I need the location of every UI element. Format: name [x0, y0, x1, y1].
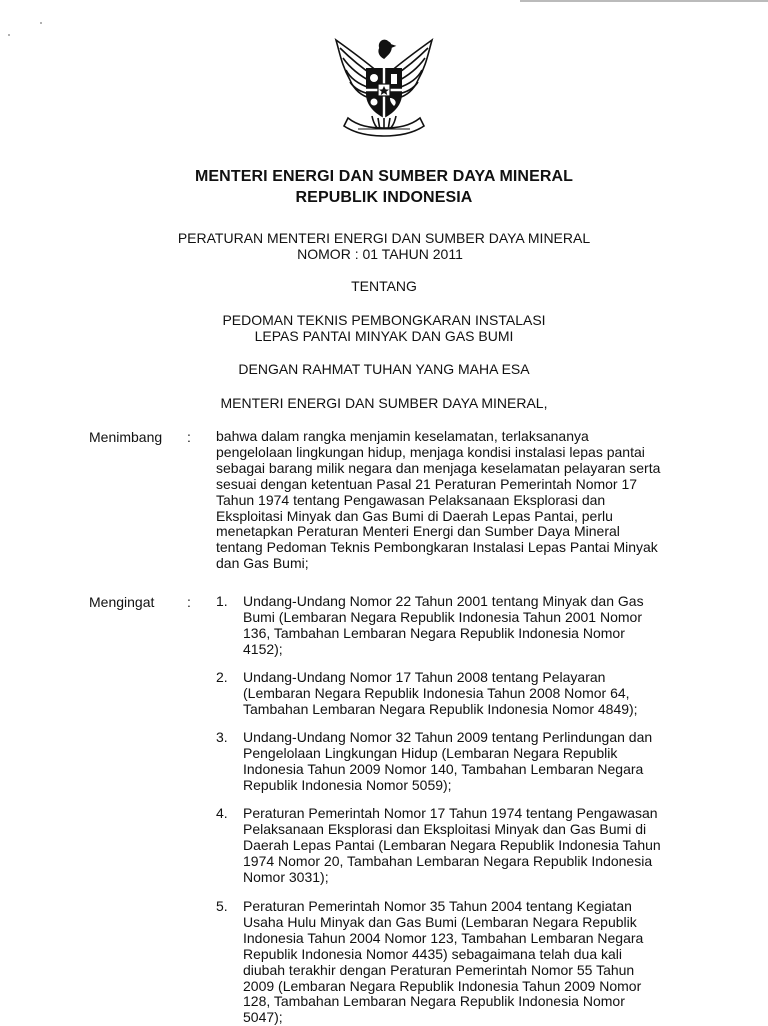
text-line: Undang-Undang Nomor 17 Tahun 2008 tentang Pelayaran	[243, 669, 606, 685]
page-title: MENTERI ENERGI DAN SUMBER DAYA MINERAL	[194, 168, 574, 185]
text-line: 2009 (Lembaran Negara Republik Indonesia Tahun 2009 Nomor	[243, 977, 642, 994]
text-line: 128, Tambahan Lembaran Negara Republik Indonesia Nomor	[243, 993, 625, 1010]
text-line: Pelaksanaan Eksplorasi dan Eksploitasi Minyak dan Gas Bumi di	[243, 820, 647, 837]
text-line: Pengelolaan Lingkungan Hidup (Lembaran Negara Republik	[243, 744, 618, 761]
mengingat-label: Mengingat	[89, 594, 155, 610]
text-line: Republik Indonesia Nomor 4435) sebagaimana telah dua kali	[243, 945, 623, 962]
scan-speck	[40, 22, 42, 24]
item-number: 1.	[216, 593, 228, 609]
about-heading: TENTANG	[351, 278, 417, 294]
item-number: 3.	[216, 729, 228, 745]
item-number: 2.	[216, 669, 228, 685]
text-line: Tambahan Lembaran Negara Republik Indonesia Nomor 4849);	[243, 700, 638, 717]
text-line: Daerah Lepas Pantai (Lembaran Negara Republik Indonesia Tahun	[243, 836, 661, 853]
minister-line: MENTERI ENERGI DAN SUMBER DAYA MINERAL,	[220, 395, 548, 411]
menimbang-label: Menimbang	[89, 429, 163, 445]
text-line: Undang-Undang Nomor 22 Tahun 2001 tentang Minyak dan Gas	[243, 593, 644, 609]
text-line: Nomor 3031);	[243, 868, 329, 885]
text-line: diubah terakhir dengan Peraturan Pemerintah Nomor 55 Tahun	[243, 961, 635, 978]
item-text	[243, 670, 708, 718]
text-line: Undang-Undang Nomor 32 Tahun 2009 tentang Perlindungan dan	[243, 729, 653, 745]
text-line: Usaha Hulu Minyak dan Gas Bumi (Lembaran Negara Republik	[243, 913, 637, 930]
menimbang-colon: :	[187, 429, 191, 445]
regulation-number: NOMOR : 01 TAHUN 2011	[297, 246, 463, 262]
scan-edge-line	[520, 0, 768, 2]
text-line: 5047);	[243, 1009, 283, 1026]
text-line: Indonesia Tahun 2009 Nomor 140, Tambahan Lembaran Negara	[243, 760, 644, 777]
subject-line: LEPAS PANTAI MINYAK DAN GAS BUMI	[254, 328, 514, 344]
text-line: sesuai dengan ketentuan Pasal 21 Peraturan Pemerintah Nomor 17	[216, 475, 638, 492]
item-text	[243, 594, 708, 658]
text-line: pengelolaan lingkungan hidup, menjaga kondisi instalasi lepas pantai	[216, 443, 645, 460]
text-line: dan Gas Bumi;	[216, 555, 309, 572]
text-line: Eksploitasi Minyak dan Gas Bumi di Daerah Lepas Pantai, perlu	[216, 507, 613, 524]
page-subtitle: REPUBLIK INDONESIA	[295, 189, 473, 206]
item-text	[243, 730, 708, 794]
menimbang-text	[216, 429, 708, 572]
item-text	[243, 806, 708, 886]
text-line: tentang Pedoman Teknis Pembongkaran Instalasi Lepas Pantai Minyak	[216, 539, 658, 556]
blessing-line: DENGAN RAHMAT TUHAN YANG MAHA ESA	[238, 361, 530, 377]
text-line: 136, Tambahan Lembaran Negara Republik Indonesia Nomor	[243, 624, 625, 641]
subject-line: PEDOMAN TEKNIS PEMBONGKARAN INSTALASI	[222, 312, 546, 328]
text-line: Peraturan Pemerintah Nomor 35 Tahun 2004 tentang Kegiatan	[243, 898, 632, 914]
text-line: 4152);	[243, 640, 283, 657]
text-line: bahwa dalam rangka menjamin keselamatan, terlaksananya	[216, 428, 589, 444]
garuda-pancasila-emblem-icon	[328, 32, 440, 144]
text-line: menetapkan Peraturan Menteri Energi dan Sumber Daya Mineral	[216, 523, 620, 540]
item-number: 4.	[216, 805, 228, 821]
mengingat-colon: :	[187, 594, 191, 610]
text-line: Republik Indonesia Nomor 5059);	[243, 776, 452, 793]
text-line: sebagai barang milik negara dan menjaga keselamatan pelayaran serta	[216, 459, 661, 476]
text-line: Tahun 1974 tentang Pengawasan Pelaksanaan Eksplorasi dan	[216, 491, 606, 508]
text-line: Peraturan Pemerintah Nomor 17 Tahun 1974 tentang Pengawasan	[243, 805, 658, 821]
regulation-title: PERATURAN MENTERI ENERGI DAN SUMBER DAYA MINERAL	[177, 230, 591, 246]
text-line: (Lembaran Negara Republik Indonesia Tahun 2008 Nomor 64,	[243, 684, 630, 701]
text-line: Indonesia Tahun 2004 Nomor 123, Tambahan Lembaran Negara	[243, 929, 644, 946]
item-text	[243, 899, 708, 1026]
scan-speck	[8, 34, 10, 36]
text-line: Bumi (Lembaran Negara Republik Indonesia Tahun 2001 Nomor	[243, 608, 642, 625]
text-line: 1974 Nomor 20, Tambahan Lembaran Negara Republik Indonesia	[243, 852, 653, 869]
item-number: 5.	[216, 898, 228, 914]
